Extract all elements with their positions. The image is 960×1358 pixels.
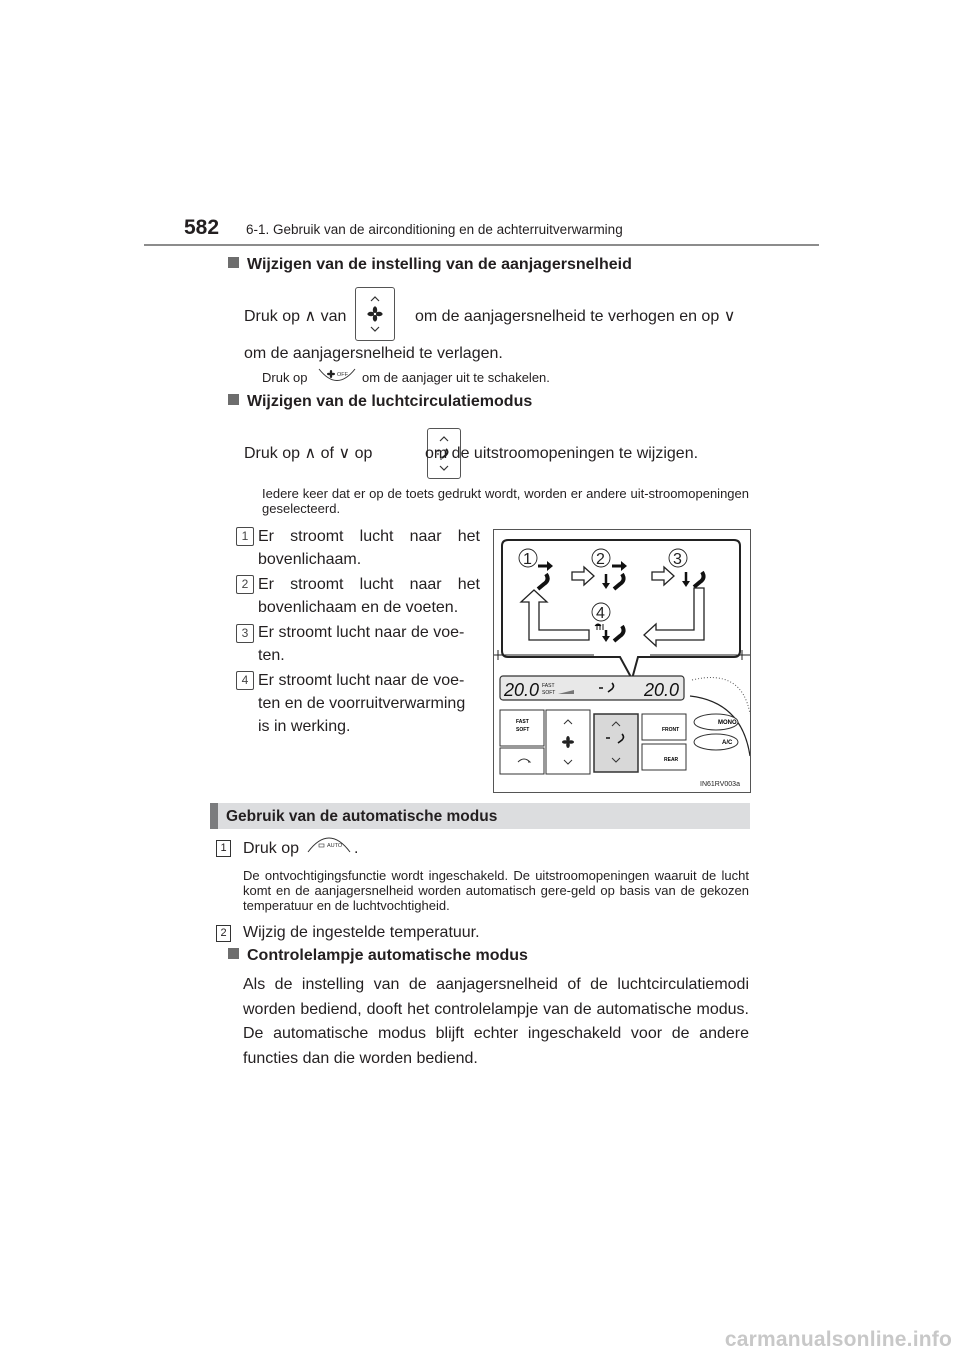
list-item: Er stroomt lucht naar het bovenlichaam en de voeten. <box>258 576 480 616</box>
auto-indicator-heading: Controlelampje automatische modus <box>228 947 528 965</box>
auto-key-image <box>306 832 352 854</box>
square-bullet-icon <box>228 948 239 959</box>
recirculation-button[interactable] <box>500 748 544 774</box>
watermark: carmanualsonline.info <box>724 1328 952 1351</box>
display-fast-label: FAST <box>542 683 555 689</box>
auto-key-label: AUTO <box>327 843 343 849</box>
fan-key-icon <box>356 288 394 340</box>
airflow-heading: Wijzigen van de luchtcirculatiemodus <box>228 393 532 411</box>
header-divider <box>144 244 819 246</box>
off-key-label: OFF <box>337 372 348 378</box>
step-number: 1 <box>216 840 231 857</box>
front-defrost-label: FRONT <box>662 727 680 733</box>
dial-scale <box>692 678 750 714</box>
step2-text: Wijzig de ingestelde temperatuur. <box>243 924 480 941</box>
auto-indicator-text: Als de instelling van de aanjagersnelheid of de luchtcirculatiemodi worden bediend, dooft het controlelampje van de automatische modus. De automatische modus blijft echter ingeschakeld voor de andere functies dan die worden bediend. <box>243 976 749 1067</box>
fan-speed-key-image <box>355 287 395 341</box>
list-item: Er stroomt lucht naar de voe-ten en de voorruitverwarming is in werking. <box>258 672 466 735</box>
fan-off-key-icon <box>317 366 357 386</box>
fan-speed-line1-cont: om de aanjagersnelheid te verhogen en op ∨ <box>415 308 736 325</box>
callout-2: 2 <box>596 551 605 568</box>
display-left-temp: 20.0 <box>504 680 540 700</box>
fan-off-note: Druk op <box>262 370 308 385</box>
list-number: 1 <box>236 527 254 546</box>
list-number: 2 <box>236 575 254 594</box>
display-right-temp: 20.0 <box>644 680 680 700</box>
square-bullet-icon <box>228 394 239 405</box>
climate-panel-illustration <box>494 530 750 792</box>
callout-3: 3 <box>673 551 682 568</box>
fan-speed-heading: Wijzigen van de instelling van de aanjagersnelheid <box>228 256 632 274</box>
display-soft-label: SOFT <box>542 690 556 696</box>
fan-speed-line1: Druk op ∧ van <box>244 308 347 325</box>
fan-off-key-image <box>317 366 357 386</box>
auto-key-icon <box>306 832 352 854</box>
fan-off-note-cont: om de aanjager uit te schakelen. <box>362 370 550 385</box>
airflow-note: Iedere keer dat er op de toets gedrukt wordt, worden er andere uit-stroomopeningen geselecteerd. <box>262 486 749 516</box>
fan-speed-line2: om de aanjagersnelheid te verlagen. <box>244 345 503 362</box>
mono-label: MONO <box>718 720 737 726</box>
step1-period: . <box>354 840 359 857</box>
callout-4: 4 <box>596 605 605 622</box>
airflow-mode-diagram <box>493 529 751 793</box>
figure-code: IN61RV003a <box>700 781 740 788</box>
airflow-line-cont: om de uitstroomopeningen te wijzigen. <box>425 445 699 462</box>
section-banner-bar <box>210 803 218 829</box>
list-number: 3 <box>236 624 254 643</box>
square-bullet-icon <box>228 257 239 268</box>
rear-defogger-label: REAR <box>664 757 679 763</box>
page-number: 582 <box>184 216 220 239</box>
step-number: 2 <box>216 925 231 942</box>
callout-1: 1 <box>523 551 532 568</box>
step1-note: De ontvochtigingsfunctie wordt ingeschakeld. De uitstroomopeningen waaruit de lucht komt en de aanjagersnelheid worden automatisch gere-geld op basis van de gekozen temperatuur en de luchtvochtigheid. <box>243 868 749 913</box>
fast-soft-button-label-a: FAST <box>516 719 529 725</box>
fast-soft-button-label-b: SOFT <box>516 727 530 733</box>
ac-label: A/C <box>722 740 733 746</box>
list-item: Er stroomt lucht naar het bovenlichaam. <box>258 528 480 568</box>
list-number: 4 <box>236 671 254 690</box>
chapter-title: 6-1. Gebruik van de airconditioning en de achterruitverwarming <box>246 222 623 237</box>
step1-text: Druk op <box>243 840 300 857</box>
list-item: Er stroomt lucht naar de voe-ten. <box>258 624 465 664</box>
auto-mode-banner-title: Gebruik van de automatische modus <box>226 808 498 825</box>
airflow-line: Druk op ∧ of ∨ op <box>244 445 373 462</box>
